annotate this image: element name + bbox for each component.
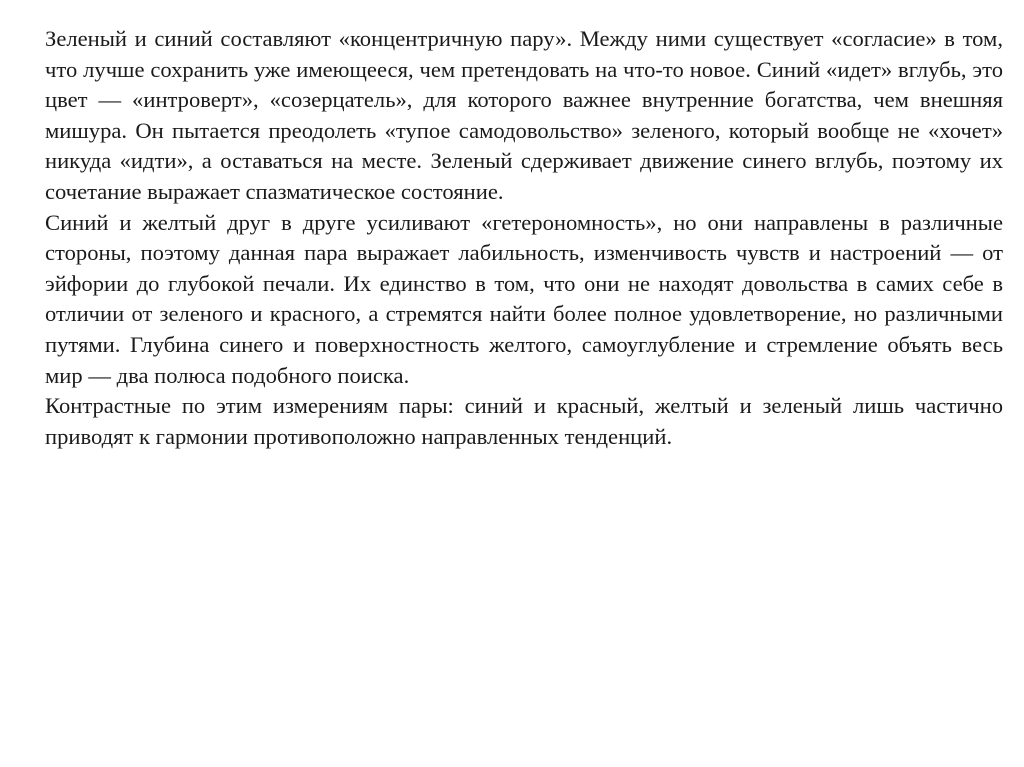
paragraph-green-blue: Зеленый и синий составляют «концентричную пару». Между ними существует «согласие» в том, что лучше сохранить уже имеющееся, чем претендовать на что-то новое. Синий «идет» вглубь, это цвет — «интроверт», «созерцатель», для которого важнее внутренние богатства, чем внешняя мишура. Он пытается преодолеть «тупое самодовольство» зеленого, который вообще не «хочет» никуда «идти», а оставаться на месте. Зеленый сдерживает движение синего вглубь, поэтому их сочетание выражает спазматическое состояние.	[45, 26, 1003, 204]
paragraph-contrasting-pairs: Контрастные по этим измерениям пары: синий и красный, желтый и зеленый лишь частично приводят к гармонии противоположно направленных тенденций.	[45, 393, 1003, 449]
body-text	[45, 24, 1003, 452]
paragraph-blue-yellow: Синий и желтый друг в друге усиливают «гетерономность», но они направлены в различные стороны, поэтому данная пара выражает лабильность, изменчивость чувств и настроений — от эйфории до глубокой печали. Их единство в том, что они не находят довольства в самих себе в отличии от зеленого и красного, а стремятся найти более полное удовлетворение, но различными путями. Глубина синего и поверхностность желтого, самоуглубление и стремление объять весь мир — два полюса подобного поиска.	[45, 209, 1003, 388]
